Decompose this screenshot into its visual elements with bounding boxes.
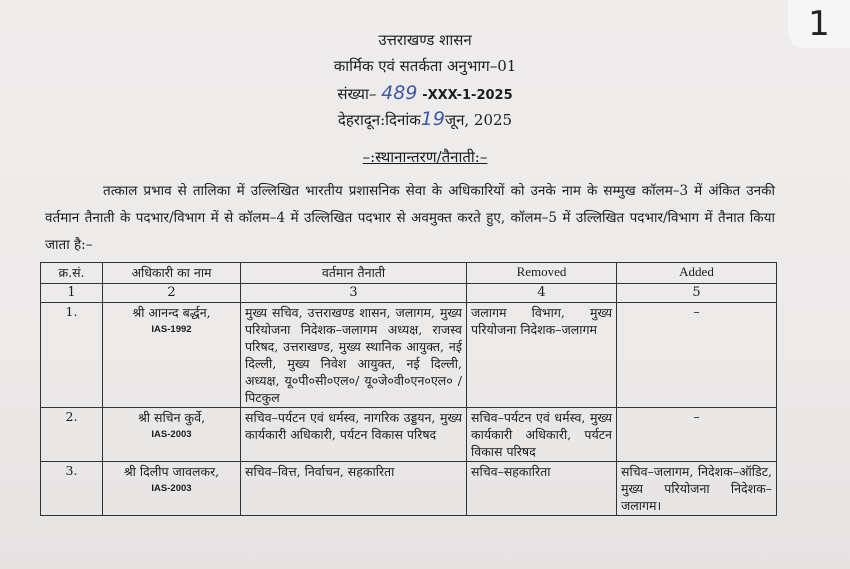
removed-cell: सचिव–पर्यटन एवं धर्मस्व, मुख्य कार्यकारी अधिकारी, पर्यटन विकास परिषद [467, 408, 617, 462]
table-row [41, 303, 777, 408]
column-number-row [41, 284, 777, 303]
officer-batch: IAS-2003 [151, 429, 192, 440]
current-posting-cell: मुख्य सचिव, उत्तराखण्ड शासन, जलागम, मुख्य परियोजना निदेशक–जलागम अध्यक्ष, राजस्व परिषद, उत्तराखण्ड, मुख्य स्थानिक आयुक्त, नई दिल्ली, मुख्य निवेश आयुक्त, नई दिल्ली, अध्यक्ष, यू०पी०सी०एल०/ यू०जे०वी०एन०एल० / पिटकुल [241, 303, 467, 408]
officer-name: श्री दिलीप जावलकर, [123, 464, 220, 479]
officer-batch: IAS-2003 [151, 483, 192, 494]
subject-line: –:स्थानान्तरण/तैनाती:– [362, 148, 488, 166]
officer-name: श्री सचिन कुर्वे, [137, 410, 206, 425]
header-officer-name: अधिकारी का नाम [103, 263, 241, 284]
row-serial: 3. [41, 462, 103, 516]
table-header-row [41, 263, 777, 284]
officer-cell [103, 303, 241, 408]
header-serial: क्र.सं. [41, 263, 103, 284]
officer-cell [103, 462, 241, 516]
page-number-badge: 1 [788, 0, 850, 48]
removed-cell: जलागम विभाग, मुख्य परियोजना निदेशक–जलागम [467, 303, 617, 408]
row-serial: 2. [41, 408, 103, 462]
added-cell [617, 303, 777, 408]
column-number: 5 [617, 284, 777, 303]
table-row [41, 408, 777, 462]
added-value: – [693, 304, 700, 319]
date-handwritten: 19 [420, 108, 445, 130]
added-cell [617, 408, 777, 462]
added-cell: सचिव–जलागम, निदेशक–ऑडिट, मुख्य परियोजना निदेशक– जलागम। [617, 462, 777, 516]
column-number: 4 [467, 284, 617, 303]
column-number: 3 [241, 284, 467, 303]
order-number-handwritten: 489 [381, 82, 418, 104]
department-heading: कार्मिक एवं सतर्कता अनुभाग–01 [333, 57, 517, 75]
date-prefix: देहरादून:दिनांक [337, 111, 421, 129]
table-row [41, 462, 777, 516]
officer-cell [103, 408, 241, 462]
date-suffix: जून, 2025 [444, 111, 513, 129]
government-heading: उत्तराखण्ड शासन [378, 31, 472, 49]
order-number-suffix: -XXX-1-2025 [422, 88, 513, 103]
date-line [0, 108, 850, 130]
order-number-prefix: संख्या– [337, 85, 377, 103]
current-posting-cell: सचिव–पर्यटन एवं धर्मस्व, नागरिक उड्डयन, मुख्य कार्यकारी अधिकारी, पर्यटन विकास परिषद [241, 408, 467, 462]
transfer-table [40, 262, 777, 516]
header-current-posting: वर्तमान तैनाती [241, 263, 467, 284]
row-serial: 1. [41, 303, 103, 408]
officer-name: श्री आनन्द बर्द्धन, [132, 305, 211, 320]
column-number: 1 [41, 284, 103, 303]
column-number: 2 [103, 284, 241, 303]
header-added: Added [617, 263, 777, 284]
order-paragraph: तत्काल प्रभाव से तालिका में उल्लिखित भारतीय प्रशासनिक सेवा के अधिकारियों को उनके नाम के सम्मुख कॉलम–3 में अंकित उनकी वर्तमान तैनाती के पदभार/विभाग में से कॉलम–4 में उल्लिखित पदभार से अवमुक्त करते हुए, कॉलम–5 में उल्लिखित पदभार/विभाग में तैनात किया जाता है:– [45, 183, 775, 253]
header-removed: Removed [467, 263, 617, 284]
removed-cell: सचिव–सहकारिता [467, 462, 617, 516]
added-value: – [693, 409, 700, 424]
order-number-line [0, 82, 850, 104]
current-posting-cell: सचिव–वित्त, निर्वाचन, सहकारिता [241, 462, 467, 516]
officer-batch: IAS-1992 [151, 324, 192, 335]
